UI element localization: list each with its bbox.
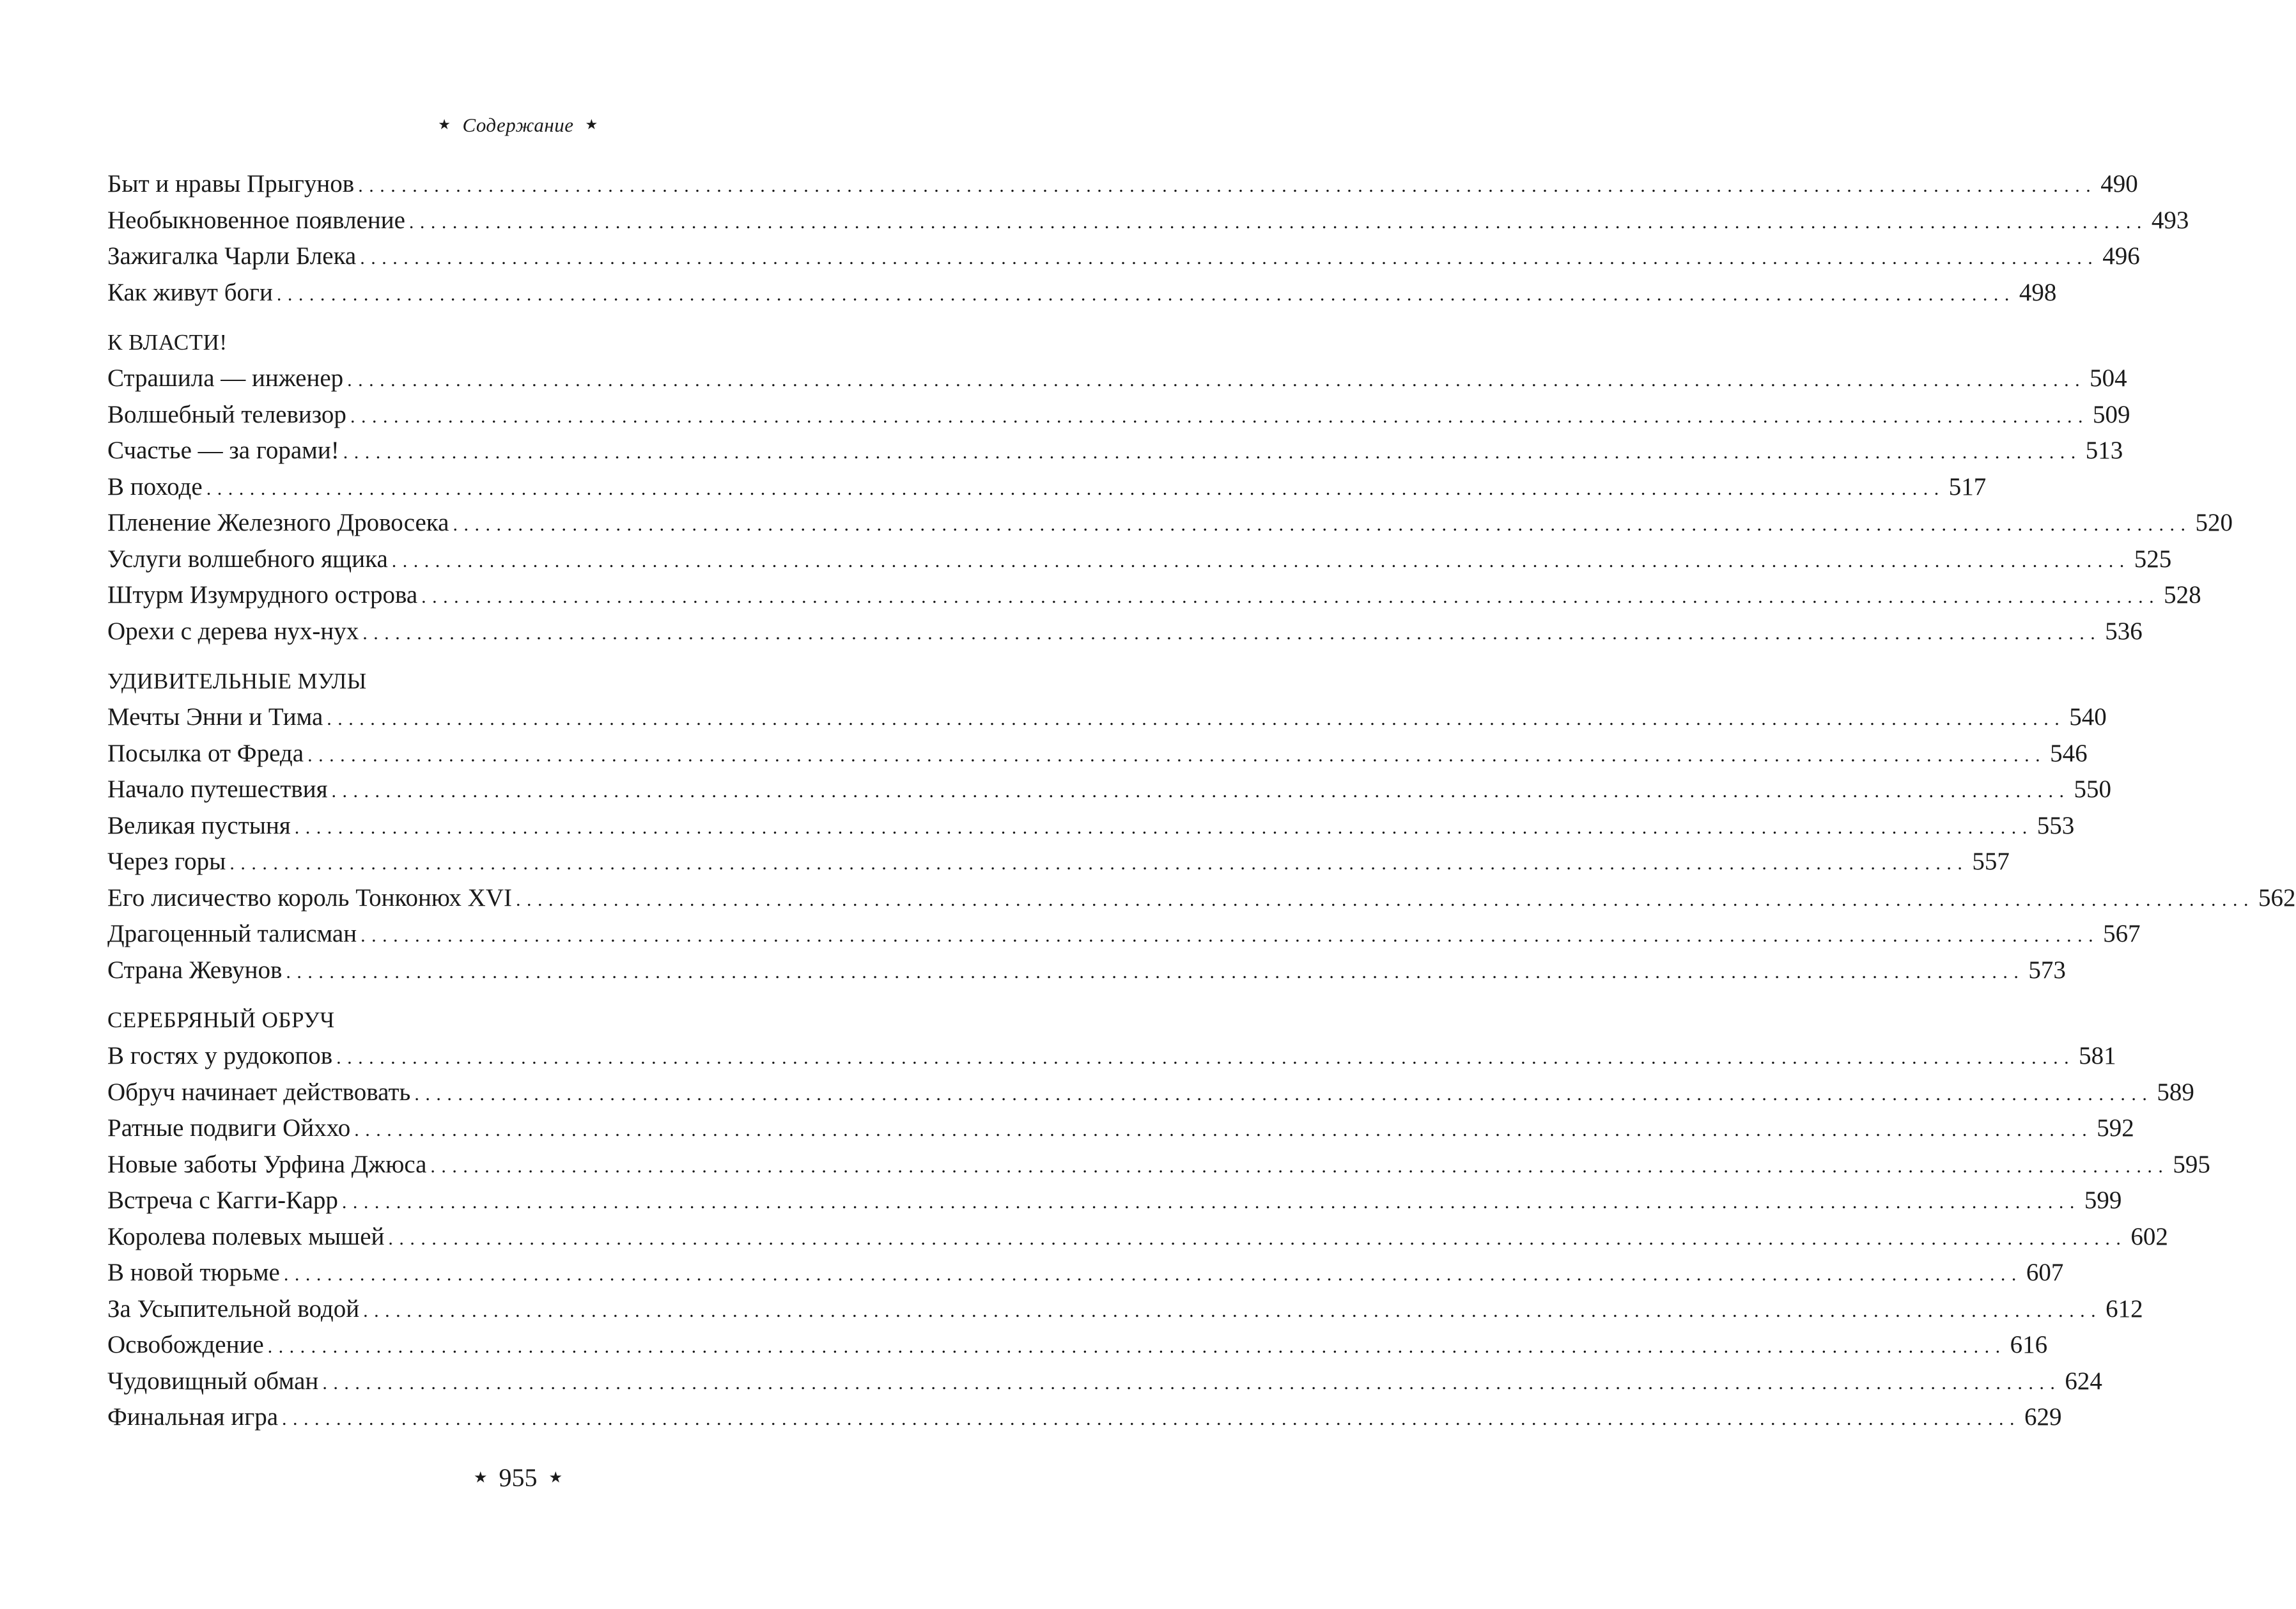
dot-leader: ................................................................................................................................................................ bbox=[358, 175, 2097, 196]
dot-leader: ................................................................................................................................................................ bbox=[229, 853, 1969, 874]
toc-entry-title: Его лисичество король Тонконюх XVI bbox=[107, 883, 512, 912]
toc-entry bbox=[107, 736, 2088, 772]
dot-leader: ................................................................................................................................................................ bbox=[206, 478, 1945, 499]
toc-entry-title: Великая пустыня bbox=[107, 811, 291, 839]
toc-entry-title: Счастье — за горами! bbox=[107, 437, 339, 464]
dot-leader: ................................................................................................................................................................ bbox=[331, 781, 2070, 802]
dot-leader: ................................................................................................................................................................ bbox=[391, 550, 2130, 571]
toc-entry-page: 581 bbox=[2079, 1042, 2116, 1069]
toc-entry-title: Пленение Железного Дровосека bbox=[107, 509, 449, 536]
toc-entry-title: Драгоценный талисман bbox=[107, 920, 357, 947]
toc-entry-page: 546 bbox=[2050, 739, 2088, 767]
star-icon: ★ bbox=[438, 116, 451, 132]
dot-leader: ................................................................................................................................................................ bbox=[453, 514, 2192, 535]
toc-entry bbox=[107, 880, 2296, 917]
toc-entry-title: Освобождение bbox=[107, 1331, 264, 1358]
toc-entry-title: Орехи с дерева нух-нух bbox=[107, 617, 359, 645]
toc-entry-title: Страшила — инженер bbox=[107, 364, 344, 392]
toc-entry-title: В новой тюрьме bbox=[107, 1259, 280, 1286]
toc-entry-title: За Усыпительной водой bbox=[107, 1294, 360, 1323]
toc-entry bbox=[107, 238, 2140, 275]
toc-entry-title: Страна Жевунов bbox=[107, 956, 283, 984]
toc-entry-page: 624 bbox=[2065, 1367, 2102, 1395]
dot-leader: ................................................................................................................................................................ bbox=[421, 586, 2160, 607]
toc-entry-page: 607 bbox=[2026, 1259, 2064, 1286]
dot-leader: ................................................................................................................................................................ bbox=[307, 744, 2047, 766]
toc-entry bbox=[107, 361, 2127, 397]
toc-entry-page: 509 bbox=[2092, 400, 2130, 428]
toc-entry-title: Начало путешествия bbox=[107, 775, 328, 803]
toc-entry bbox=[107, 844, 2010, 880]
dot-leader: ................................................................................................................................................................ bbox=[408, 211, 2148, 233]
toc-entry bbox=[107, 166, 2138, 203]
toc-entry-page: 513 bbox=[2085, 437, 2123, 464]
toc-entry-page: 528 bbox=[2164, 581, 2201, 609]
toc-entry bbox=[107, 541, 2172, 578]
dot-leader: ................................................................................................................................................................ bbox=[516, 889, 2254, 910]
toc-entry-page: 540 bbox=[2069, 703, 2107, 731]
page-number bbox=[0, 1463, 1036, 1493]
dot-leader: ................................................................................................................................................................ bbox=[267, 1336, 2006, 1357]
dot-leader: ................................................................................................................................................................ bbox=[354, 1119, 2093, 1140]
toc-entry bbox=[107, 916, 2141, 952]
toc-entry-title: Финальная игра bbox=[107, 1403, 279, 1431]
toc-entry-page: 517 bbox=[1948, 472, 1987, 501]
toc-entry-page: 525 bbox=[2134, 545, 2172, 573]
toc-entry-page: 592 bbox=[2097, 1114, 2134, 1142]
table-of-contents bbox=[107, 166, 2296, 1436]
folio-number: 955 bbox=[499, 1463, 538, 1492]
dot-leader: ................................................................................................................................................................ bbox=[341, 1192, 2081, 1213]
dot-leader: ................................................................................................................................................................ bbox=[286, 961, 2025, 983]
toc-entry bbox=[107, 433, 2123, 469]
toc-entry-page: 496 bbox=[2102, 242, 2140, 270]
toc-entry bbox=[107, 772, 2112, 808]
dot-leader: ................................................................................................................................................................ bbox=[282, 1408, 2021, 1429]
toc-entry bbox=[107, 1291, 2143, 1328]
toc-entry bbox=[107, 1038, 2116, 1075]
running-head-title: Содержание bbox=[462, 114, 574, 136]
toc-entry-title: Через горы bbox=[107, 848, 226, 875]
dot-leader: ................................................................................................................................................................ bbox=[362, 622, 2102, 644]
toc-entry-title: Волшебный телевизор bbox=[107, 400, 346, 428]
toc-entry-title: Как живут боги bbox=[107, 278, 273, 306]
section-heading: К ВЛАСТИ! bbox=[107, 330, 228, 355]
toc-entry-page: 493 bbox=[2151, 206, 2189, 234]
toc-entry bbox=[107, 1075, 2194, 1111]
toc-entry bbox=[107, 1255, 2064, 1291]
dot-leader: ................................................................................................................................................................ bbox=[388, 1227, 2127, 1249]
dot-leader: ................................................................................................................................................................ bbox=[327, 708, 2066, 729]
toc-entry-title: В походе bbox=[107, 472, 203, 501]
toc-entry-page: 550 bbox=[2074, 775, 2112, 803]
toc-entry-title: Встреча с Кагги-Карр bbox=[107, 1186, 338, 1214]
dot-leader: ................................................................................................................................................................ bbox=[276, 283, 2015, 305]
toc-entry-page: 595 bbox=[2173, 1150, 2210, 1178]
toc-entry bbox=[107, 1110, 2134, 1147]
toc-entry-title: Зажигалка Чарли Блека bbox=[107, 242, 357, 270]
toc-entry-title: Штурм Изумрудного острова bbox=[107, 581, 418, 609]
toc-entry-page: 504 bbox=[2090, 364, 2127, 392]
section-heading: УДИВИТЕЛЬНЫЕ МУЛЫ bbox=[107, 669, 367, 694]
dot-leader: ................................................................................................................................................................ bbox=[283, 1264, 2022, 1285]
dot-leader: ................................................................................................................................................................ bbox=[414, 1083, 2153, 1105]
toc-entry-title: Быт и нравы Прыгунов bbox=[107, 170, 355, 198]
toc-entry bbox=[107, 1219, 2168, 1255]
toc-entry-page: 616 bbox=[2010, 1331, 2048, 1358]
dot-leader: ................................................................................................................................................................ bbox=[363, 1300, 2102, 1321]
dot-leader: ................................................................................................................................................................ bbox=[361, 925, 2100, 946]
toc-entry-title: Чудовищный обман bbox=[107, 1367, 319, 1395]
toc-entry-page: 573 bbox=[2028, 956, 2066, 984]
toc-entry bbox=[107, 1147, 2210, 1183]
toc-entry-title: Новые заботы Урфина Джюса bbox=[107, 1150, 427, 1178]
dot-leader: ................................................................................................................................................................ bbox=[336, 1047, 2075, 1068]
toc-entry bbox=[107, 577, 2201, 614]
dot-leader: ................................................................................................................................................................ bbox=[347, 369, 2086, 391]
toc-entry-page: 553 bbox=[2036, 811, 2075, 839]
toc-entry bbox=[107, 505, 2233, 541]
toc-entry bbox=[107, 1183, 2122, 1219]
dot-leader: ................................................................................................................................................................ bbox=[360, 247, 2099, 268]
toc-entry-title: Посылка от Фреда bbox=[107, 739, 304, 767]
dot-leader: ................................................................................................................................................................ bbox=[343, 442, 2082, 463]
dot-leader: ................................................................................................................................................................ bbox=[322, 1372, 2061, 1394]
toc-entry bbox=[107, 952, 2066, 989]
dot-leader: ................................................................................................................................................................ bbox=[430, 1155, 2169, 1177]
toc-entry-page: 490 bbox=[2100, 170, 2138, 198]
toc-entry bbox=[107, 1399, 2062, 1436]
toc-entry-page: 562 bbox=[2258, 883, 2296, 912]
toc-entry bbox=[107, 808, 2075, 844]
dot-leader: ................................................................................................................................................................ bbox=[294, 816, 2033, 838]
section-heading: СЕРЕБРЯНЫЙ ОБРУЧ bbox=[107, 1007, 335, 1032]
toc-entry bbox=[107, 203, 2189, 239]
toc-entry-title: Услуги волшебного ящика bbox=[107, 545, 388, 573]
toc-entry-page: 567 bbox=[2103, 920, 2141, 947]
toc-entry-title: Ратные подвиги Ойххо bbox=[107, 1114, 351, 1142]
star-icon: ★ bbox=[548, 1470, 563, 1486]
star-icon: ★ bbox=[473, 1470, 488, 1486]
toc-entry bbox=[107, 397, 2130, 433]
toc-entry-title: Королева полевых мышей bbox=[107, 1222, 385, 1250]
toc-entry bbox=[107, 275, 2057, 311]
toc-entry-title: Необыкновенное появление bbox=[107, 206, 405, 234]
toc-entry-page: 629 bbox=[2024, 1403, 2062, 1431]
toc-entry-title: Обруч начинает действовать bbox=[107, 1078, 411, 1106]
star-icon: ★ bbox=[585, 116, 598, 132]
toc-entry bbox=[107, 1364, 2102, 1400]
toc-entry bbox=[107, 699, 2107, 736]
toc-entry-title: В гостях у рудокопов bbox=[107, 1042, 333, 1069]
toc-entry bbox=[107, 614, 2143, 650]
toc-entry-page: 520 bbox=[2195, 509, 2233, 536]
dot-leader: ................................................................................................................................................................ bbox=[350, 405, 2089, 427]
toc-entry-page: 498 bbox=[2019, 278, 2057, 306]
toc-entry-page: 602 bbox=[2130, 1222, 2168, 1250]
toc-entry-page: 557 bbox=[1972, 848, 2010, 875]
toc-entry-page: 599 bbox=[2084, 1186, 2122, 1214]
running-head bbox=[0, 114, 1036, 137]
toc-entry bbox=[107, 469, 1987, 506]
toc-entry-page: 536 bbox=[2105, 617, 2143, 645]
toc-entry-page: 589 bbox=[2157, 1078, 2194, 1106]
toc-entry-title: Мечты Энни и Тима bbox=[107, 703, 323, 731]
toc-entry-page: 612 bbox=[2106, 1294, 2143, 1323]
toc-entry bbox=[107, 1327, 2048, 1364]
